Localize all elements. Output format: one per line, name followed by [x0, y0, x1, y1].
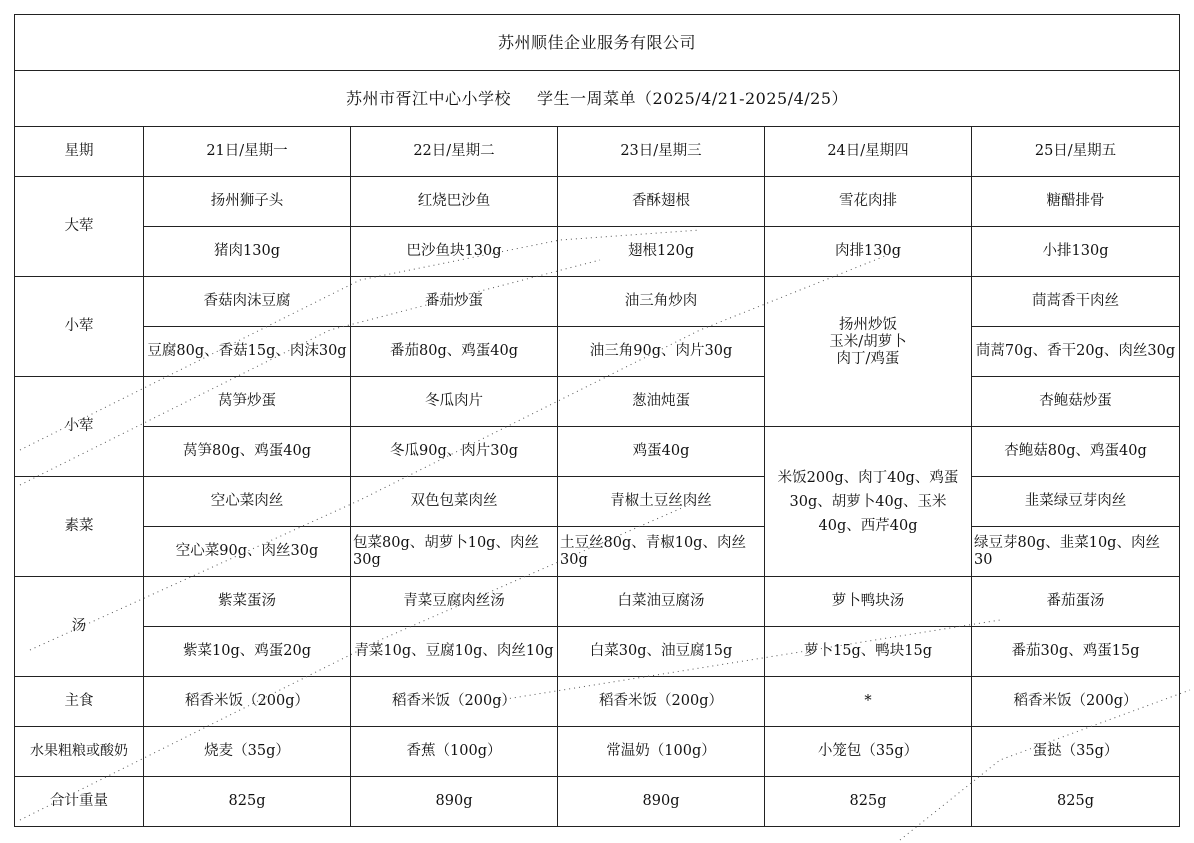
dish-cell: 莴笋炒蛋: [144, 377, 351, 427]
dish-cell: 香菇肉沫豆腐: [144, 277, 351, 327]
total-cell: 825g: [144, 777, 351, 827]
xiaohun2-dish-row: [15, 377, 1180, 427]
total-cell: 890g: [558, 777, 765, 827]
day-header-row: [15, 127, 1180, 177]
ingredient-cell: 紫菜10g、鸡蛋20g: [144, 627, 351, 677]
total-cell: 825g: [765, 777, 972, 827]
total-cell: 825g: [972, 777, 1180, 827]
menu-sheet: [14, 14, 1179, 828]
dahun-ingredient-row: [15, 227, 1180, 277]
ingredient-cell: 莴笋80g、鸡蛋40g: [144, 427, 351, 477]
xiaohun2-label: 小荤: [15, 377, 144, 477]
company-row: [15, 15, 1180, 71]
dish-cell: 葱油炖蛋: [558, 377, 765, 427]
dish-cell: 茼蒿香干肉丝: [972, 277, 1180, 327]
ingredient-cell: 青菜10g、豆腐10g、肉丝10g: [351, 627, 558, 677]
ingredient-cell: 猪肉130g: [144, 227, 351, 277]
sucai-label: 素菜: [15, 477, 144, 577]
dish-cell: 青菜豆腐肉丝汤: [351, 577, 558, 627]
weekly-menu-table: [14, 14, 1180, 827]
tang-dish-row: [15, 577, 1180, 627]
title-row: [15, 71, 1180, 127]
dish-cell: 青椒土豆丝肉丝: [558, 477, 765, 527]
menu-period: 学生一周菜单（2025/4/21-2025/4/25）: [537, 89, 849, 108]
ingredient-cell: 冬瓜90g、肉片30g: [351, 427, 558, 477]
xiaohun1-dish-row: [15, 277, 1180, 327]
total-label: 合计重量: [15, 777, 144, 827]
dish-cell: 红烧巴沙鱼: [351, 177, 558, 227]
dahun-label: 大荤: [15, 177, 144, 277]
weekday-label: 星期: [15, 127, 144, 177]
ingredient-cell: 土豆丝80g、青椒10g、肉丝30g: [558, 527, 765, 577]
tang-label: 汤: [15, 577, 144, 677]
ingredient-cell: 油三角90g、肉片30g: [558, 327, 765, 377]
thursday-fried-rice-ingredients: 米饭200g、肉丁40g、鸡蛋30g、胡萝卜40g、玉米40g、西芹40g: [765, 427, 972, 577]
ingredient-cell: 番茄30g、鸡蛋15g: [972, 627, 1180, 677]
dish-cell: 糖醋排骨: [972, 177, 1180, 227]
dish-cell: 杏鲍菇炒蛋: [972, 377, 1180, 427]
snack-cell: 小笼包（35g）: [765, 727, 972, 777]
xiaohun1-ingredient-row: [15, 327, 1180, 377]
snack-cell: 常温奶（100g）: [558, 727, 765, 777]
ingredient-cell: 萝卜15g、鸭块15g: [765, 627, 972, 677]
tang-ingredient-row: [15, 627, 1180, 677]
fruit-row: [15, 727, 1180, 777]
staple-cell: 稻香米饭（200g）: [558, 677, 765, 727]
staple-cell: *: [765, 677, 972, 727]
zhushi-label: 主食: [15, 677, 144, 727]
dish-cell: 韭菜绿豆芽肉丝: [972, 477, 1180, 527]
dish-cell: 香酥翅根: [558, 177, 765, 227]
dish-cell: 扬州狮子头: [144, 177, 351, 227]
staple-cell: 稻香米饭（200g）: [351, 677, 558, 727]
xiaohun2-ingredient-row: [15, 427, 1180, 477]
snack-cell: 烧麦（35g）: [144, 727, 351, 777]
ingredient-cell: 鸡蛋40g: [558, 427, 765, 477]
total-row: [15, 777, 1180, 827]
sucai-dish-row: [15, 477, 1180, 527]
staple-cell: 稻香米饭（200g）: [144, 677, 351, 727]
dish-cell: 冬瓜肉片: [351, 377, 558, 427]
ingredient-cell: 绿豆芽80g、韭菜10g、肉丝30: [972, 527, 1180, 577]
day-header-fri: 25日/星期五: [972, 127, 1180, 177]
ingredient-cell: 肉排130g: [765, 227, 972, 277]
day-header-mon: 21日/星期一: [144, 127, 351, 177]
staple-cell: 稻香米饭（200g）: [972, 677, 1180, 727]
fruit-label: 水果粗粮或酸奶: [15, 727, 144, 777]
dish-cell: 空心菜肉丝: [144, 477, 351, 527]
school-name: 苏州市胥江中心小学校: [346, 89, 512, 108]
menu-title: [15, 71, 1180, 127]
ingredient-cell: 茼蒿70g、香干20g、肉丝30g: [972, 327, 1180, 377]
dish-cell: 萝卜鸭块汤: [765, 577, 972, 627]
ingredient-cell: 豆腐80g、香菇15g、肉沫30g: [144, 327, 351, 377]
ingredient-cell: 空心菜90g、肉丝30g: [144, 527, 351, 577]
snack-cell: 蛋挞（35g）: [972, 727, 1180, 777]
dish-cell: 紫菜蛋汤: [144, 577, 351, 627]
day-header-tue: 22日/星期二: [351, 127, 558, 177]
company-name: 苏州顺佳企业服务有限公司: [15, 15, 1180, 71]
dish-cell: 番茄炒蛋: [351, 277, 558, 327]
day-header-thu: 24日/星期四: [765, 127, 972, 177]
ingredient-cell: 白菜30g、油豆腐15g: [558, 627, 765, 677]
zhushi-row: [15, 677, 1180, 727]
dish-cell: 双色包菜肉丝: [351, 477, 558, 527]
total-cell: 890g: [351, 777, 558, 827]
ingredient-cell: 包菜80g、胡萝卜10g、肉丝30g: [351, 527, 558, 577]
dish-cell: 白菜油豆腐汤: [558, 577, 765, 627]
snack-cell: 香蕉（100g）: [351, 727, 558, 777]
dahun-dish-row: [15, 177, 1180, 227]
dish-cell: 番茄蛋汤: [972, 577, 1180, 627]
ingredient-cell: 杏鲍菇80g、鸡蛋40g: [972, 427, 1180, 477]
thursday-fried-rice: 扬州炒饭 玉米/胡萝卜 肉丁/鸡蛋: [765, 277, 972, 427]
ingredient-cell: 番茄80g、鸡蛋40g: [351, 327, 558, 377]
ingredient-cell: 巴沙鱼块130g: [351, 227, 558, 277]
xiaohun1-label: 小荤: [15, 277, 144, 377]
ingredient-cell: 小排130g: [972, 227, 1180, 277]
ingredient-cell: 翅根120g: [558, 227, 765, 277]
dish-cell: 雪花肉排: [765, 177, 972, 227]
dish-cell: 油三角炒肉: [558, 277, 765, 327]
sucai-ingredient-row: [15, 527, 1180, 577]
day-header-wed: 23日/星期三: [558, 127, 765, 177]
